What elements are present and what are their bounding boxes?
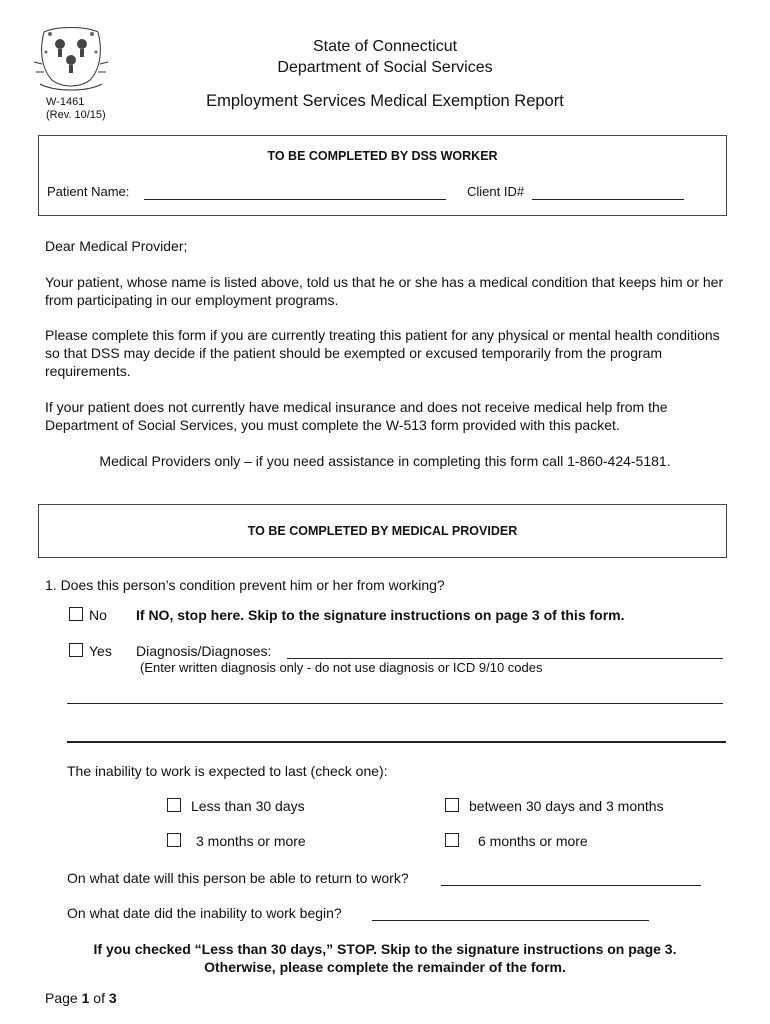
3-months-or-more-checkbox[interactable] — [167, 833, 181, 847]
duration-prompt: The inability to work is expected to last (check one): — [67, 763, 388, 779]
letter-paragraph-1: Your patient, whose name is listed above, told us that he or she has a medical condition that keeps him or her from participating in our employment programs. — [45, 274, 724, 308]
form-title: Employment Services Medical Exemption Report — [206, 92, 564, 110]
state-name: State of Connecticut — [312, 38, 458, 55]
letter-paragraph-2: Please complete this form if you are currently treating this patient for any physical or mental health conditions so that DSS may decide if the patient should be exempted or excused temporarily from the program requirements. — [45, 327, 720, 379]
client-id-field[interactable] — [532, 199, 684, 200]
medical-provider-section — [38, 504, 727, 558]
patient-name-field[interactable] — [144, 199, 446, 200]
begin-date-label: On what date did the inability to work begin? — [67, 905, 342, 921]
return-date-label: On what date will this person be able to return to work? — [67, 870, 409, 886]
client-id-label: Client ID# — [467, 184, 525, 199]
stop-note — [0, 940, 770, 976]
diagnosis-field[interactable] — [287, 658, 723, 659]
less-than-30-days-checkbox[interactable] — [167, 798, 181, 812]
dss-worker-section — [38, 135, 727, 216]
page-number — [45, 990, 117, 1006]
of-word: of — [93, 990, 105, 1006]
begin-date-field[interactable] — [372, 920, 649, 921]
form-revision: (Rev. 10/15) — [46, 109, 106, 121]
question-1: 1. Does this person’s condition prevent him or her from working? — [45, 577, 445, 593]
salutation: Dear Medical Provider; — [45, 238, 188, 254]
department-name: Department of Social Services — [277, 59, 493, 76]
yes-checkbox[interactable] — [69, 643, 83, 657]
no-checkbox[interactable] — [69, 607, 83, 621]
6-months-or-more-label: 6 months or more — [478, 833, 588, 849]
diagnosis-line-2[interactable] — [67, 703, 723, 704]
stop-note-line-2: Otherwise, please complete the remainder of the form. — [204, 959, 566, 975]
assistance-note: Medical Providers only – if you need assistance in completing this form call 1-860-424-5181. — [99, 453, 671, 469]
stop-note-line-1: If you checked “Less than 30 days,” STOP. Skip to the signature instructions on page 3. — [93, 941, 677, 957]
30-days-to-3-months-checkbox[interactable] — [445, 798, 459, 812]
letter-paragraph-3: If your patient does not currently have medical insurance and does not receive medical help from the Department of Social Services, you must complete the W-513 form provided with this packet. — [45, 399, 668, 433]
30-days-to-3-months-label: between 30 days and 3 months — [469, 798, 664, 814]
diagnosis-label: Diagnosis/Diagnoses: — [136, 643, 272, 659]
dss-section-title: TO BE COMPLETED BY DSS WORKER — [267, 149, 498, 163]
no-instruction: If NO, stop here. Skip to the signature instructions on page 3 of this form. — [136, 607, 625, 623]
page-total: 3 — [108, 990, 117, 1006]
yes-label: Yes — [89, 643, 112, 659]
diagnosis-line-3[interactable] — [67, 741, 726, 743]
3-months-or-more-label: 3 months or more — [196, 833, 306, 849]
medical-section-title: TO BE COMPLETED BY MEDICAL PROVIDER — [247, 524, 518, 538]
page-current: 1 — [81, 990, 90, 1006]
state-seal-icon — [30, 22, 112, 92]
6-months-or-more-checkbox[interactable] — [445, 833, 459, 847]
diagnosis-note: (Enter written diagnosis only - do not use diagnosis or ICD 9/10 codes — [140, 660, 543, 675]
form-number: W-1461 — [46, 96, 85, 108]
no-label: No — [89, 607, 107, 623]
less-than-30-days-label: Less than 30 days — [191, 798, 305, 814]
return-date-field[interactable] — [441, 885, 701, 886]
patient-name-label: Patient Name: — [47, 184, 130, 199]
page-word: Page — [45, 990, 78, 1006]
